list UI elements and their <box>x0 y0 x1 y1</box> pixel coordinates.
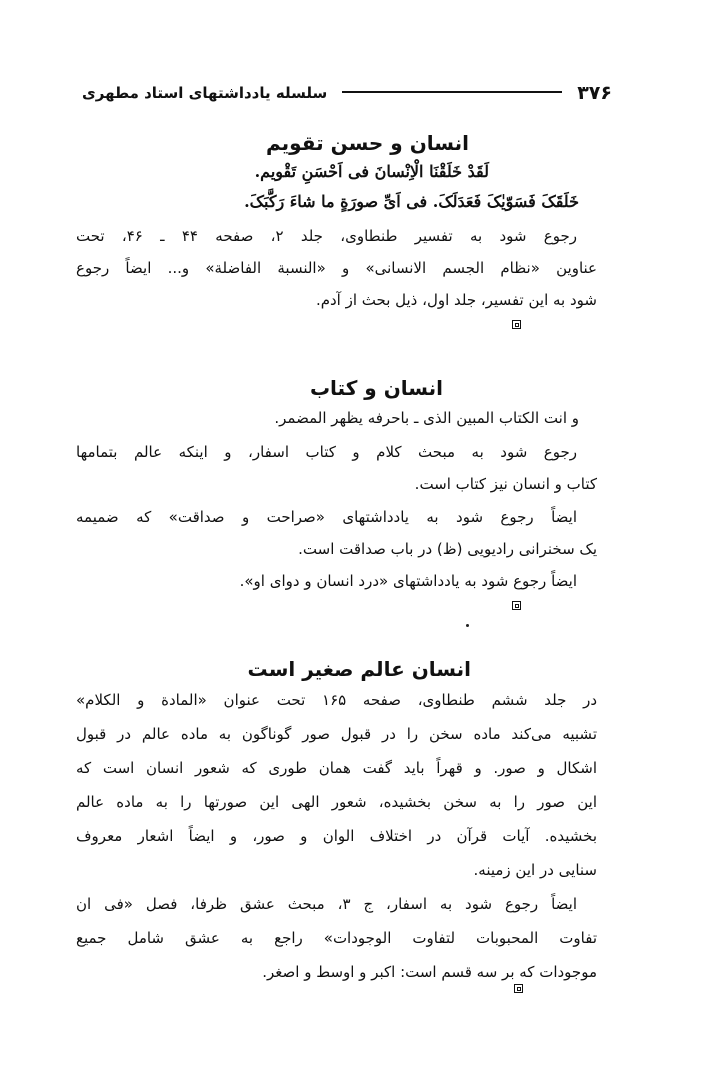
paragraph-line: عناوین «نظام الجسم الانسانی» و «النسبة الفاضلة» و... ایضاً رجوع <box>76 259 597 277</box>
page-number: ۳۷۶ <box>577 82 612 104</box>
paragraph-line: سنایی در این زمینه. <box>473 861 597 879</box>
paragraph-line: ایضاً رجوع شود به یادداشتهای «صراحت و صداقت» که ضمیمه <box>76 508 577 526</box>
paragraph-line: تفاوت المحبوبات لتفاوت الوجودات» راجع به عشق شامل جمیع <box>76 929 597 947</box>
ink-speck <box>466 624 469 627</box>
paragraph-line: یک سخنرانی رادیویی (ظ) در باب صداقت است. <box>298 540 597 558</box>
section-title: انسان و حسن تقویم <box>265 131 469 155</box>
paragraph-line: کتاب و انسان نیز کتاب است. <box>414 475 597 493</box>
paragraph-line: در جلد ششم طنطاوی، صفحه ۱۶۵ تحت عنوان «المادة و الکلام» <box>76 691 597 709</box>
section-end-mark <box>512 320 521 329</box>
paragraph-line: رجوع شود به مبحث کلام و کتاب اسفار، و اینکه عالم بتمامها <box>76 443 577 461</box>
paragraph-line: بخشیده. آیات قرآن در اختلاف الوان و صور، و ایضاً اشعار معروف <box>76 827 597 845</box>
series-title: سلسله یادداشتهای استاد مطهری <box>82 84 328 102</box>
running-header <box>82 82 612 104</box>
header-rule <box>342 91 562 93</box>
section-end-mark <box>514 984 523 993</box>
paragraph-line: ایضاً رجوع شود به اسفار، ج ۳، مبحث عشق ظرفا، فصل «فی ان <box>76 895 577 913</box>
section-title: انسان و کتاب <box>309 376 443 400</box>
paragraph-line: شود به این تفسیر، جلد اول، ذیل بحث از آدم. <box>315 291 597 309</box>
quran-verse: خَلَقَکَ فَسَوّیٰکَ فَعَدَلَکَ. فی اَیِّ صورَةٍ ما شاءَ رَکَّبَکَ. <box>244 192 579 211</box>
paragraph-line: ایضاً رجوع شود به یادداشتهای «درد انسان و دوای او». <box>239 572 577 590</box>
paragraph-line: این صور را به سخن بخشیده، شعور الهی این صورتها را به ماده عالم <box>76 793 597 811</box>
paragraph-line: رجوع شود به تفسیر طنطاوی، جلد ۲، صفحه ۴۴ ـ ۴۶، تحت <box>76 227 577 245</box>
paragraph-line: موجودات که بر سه قسم است: اکبر و اوسط و اصغر. <box>262 963 597 981</box>
paragraph-line: و انت الکتاب المبین الذی ـ باحرفه یظهر المضمر. <box>274 409 579 427</box>
section-end-mark <box>512 601 521 610</box>
quran-verse: لَقَدْ خَلَقْنَا الْاِنْسانَ فی اَحْسَنِ تَقْویم. <box>254 162 489 181</box>
paragraph-line: اشکال و صور. و قهراً باید گفت همان طوری که شعور انسان است که <box>76 759 597 777</box>
paragraph-line: تشبیه می‌کند ماده سخن را در قبول صور گوناگون به ماده عالم در قبول <box>76 725 597 743</box>
section-title: انسان عالم صغیر است <box>247 657 471 681</box>
